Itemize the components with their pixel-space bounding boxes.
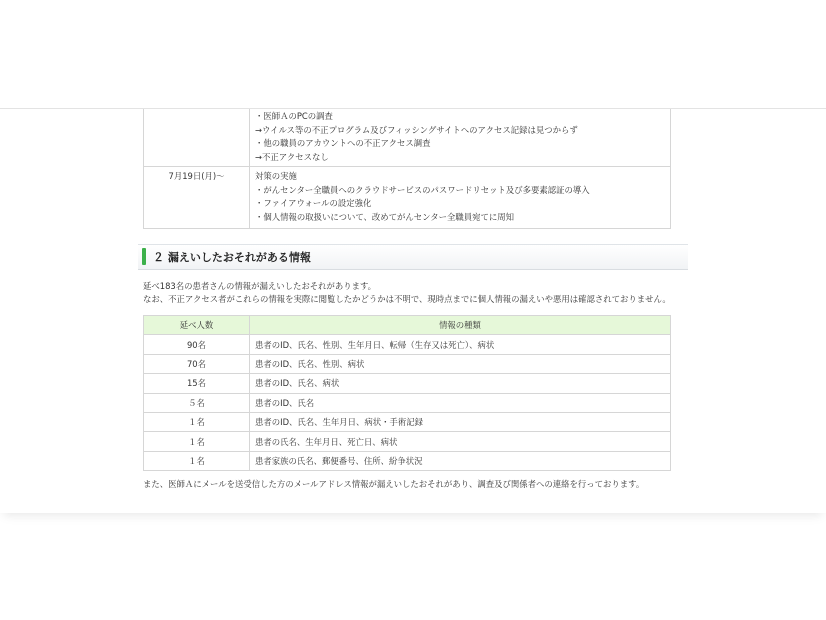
footer-note: また、医師Ａにメールを送受信した方のメールアドレス情報が漏えいしたおそれがあり、調査及び関係者への連絡を行っております。 bbox=[143, 479, 645, 489]
count-cell: 90名 bbox=[144, 335, 250, 354]
timeline-table bbox=[143, 109, 671, 229]
column-header-info-type: 情報の種類 bbox=[250, 316, 671, 335]
table-header-row bbox=[144, 316, 671, 335]
timeline-details bbox=[250, 109, 671, 167]
table-row bbox=[144, 451, 671, 470]
info-type-cell: 患者のID、氏名 bbox=[250, 393, 671, 412]
count-cell: １名 bbox=[144, 412, 250, 431]
info-type-cell: 患者のID、氏名、生年月日、病状・手術記録 bbox=[250, 412, 671, 431]
timeline-line: ・ファイアウォールの設定強化 bbox=[255, 198, 372, 208]
table-row bbox=[144, 354, 671, 373]
timeline-line: ・がんセンター全職員へのクラウドサービスのパスワードリセット及び多要素認証の導入 bbox=[255, 184, 590, 195]
table-row bbox=[144, 432, 671, 451]
timeline-line: 対策の実施 bbox=[255, 171, 297, 181]
count-cell: １名 bbox=[144, 451, 250, 470]
info-type-cell: 患者の氏名、生年月日、死亡日、病状 bbox=[250, 432, 671, 451]
count-cell: ５名 bbox=[144, 393, 250, 412]
leaked-info-table bbox=[143, 315, 671, 471]
info-type-cell: 患者のID、氏名、性別、病状 bbox=[250, 354, 671, 373]
timeline-row bbox=[144, 167, 671, 229]
section-accent-bar bbox=[142, 248, 146, 265]
info-type-cell: 患者のID、氏名、性別、生年月日、転帰（生存又は死亡）、病状 bbox=[250, 335, 671, 354]
table-row bbox=[144, 374, 671, 393]
count-cell: １名 bbox=[144, 432, 250, 451]
timeline-line: ・医師ＡのPCの調査 bbox=[255, 111, 333, 121]
section-title: ２ 漏えいしたおそれがある情報 bbox=[153, 251, 311, 264]
intro-note: なお、不正アクセス者がこれらの情報を実際に閲覧したかどうかは不明で、現時点までに個人情報の漏えいや悪用は確認されておりません。 bbox=[143, 294, 671, 304]
table-row bbox=[144, 335, 671, 354]
document-page bbox=[0, 108, 826, 513]
info-type-cell: 患者家族の氏名、郵便番号、住所、紛争状況 bbox=[250, 451, 671, 470]
timeline-line: ・他の職員のアカウントへの不正アクセス調査 bbox=[255, 138, 431, 148]
timeline-line: ・個人情報の取扱いについて、改めてがんセンター全職員宛てに周知 bbox=[255, 211, 514, 222]
count-cell: 15名 bbox=[144, 374, 250, 393]
timeline-line: →不正アクセスなし bbox=[255, 151, 329, 162]
timeline-date bbox=[144, 109, 250, 167]
table-row bbox=[144, 393, 671, 412]
column-header-count: 延べ人数 bbox=[144, 316, 250, 335]
info-type-cell: 患者のID、氏名、病状 bbox=[250, 374, 671, 393]
timeline-line: →ウイルス等の不正プログラム及びフィッシングサイトへのアクセス記録は見つからず bbox=[255, 124, 578, 135]
intro-text: 延べ183名の患者さんの情報が漏えいしたおそれがあります。 bbox=[143, 281, 377, 291]
timeline-row bbox=[144, 109, 671, 167]
section-heading bbox=[138, 244, 688, 270]
timeline-details bbox=[250, 167, 671, 229]
timeline-date: 7月19日(月)～ bbox=[144, 167, 250, 229]
table-row bbox=[144, 412, 671, 431]
count-cell: 70名 bbox=[144, 354, 250, 373]
